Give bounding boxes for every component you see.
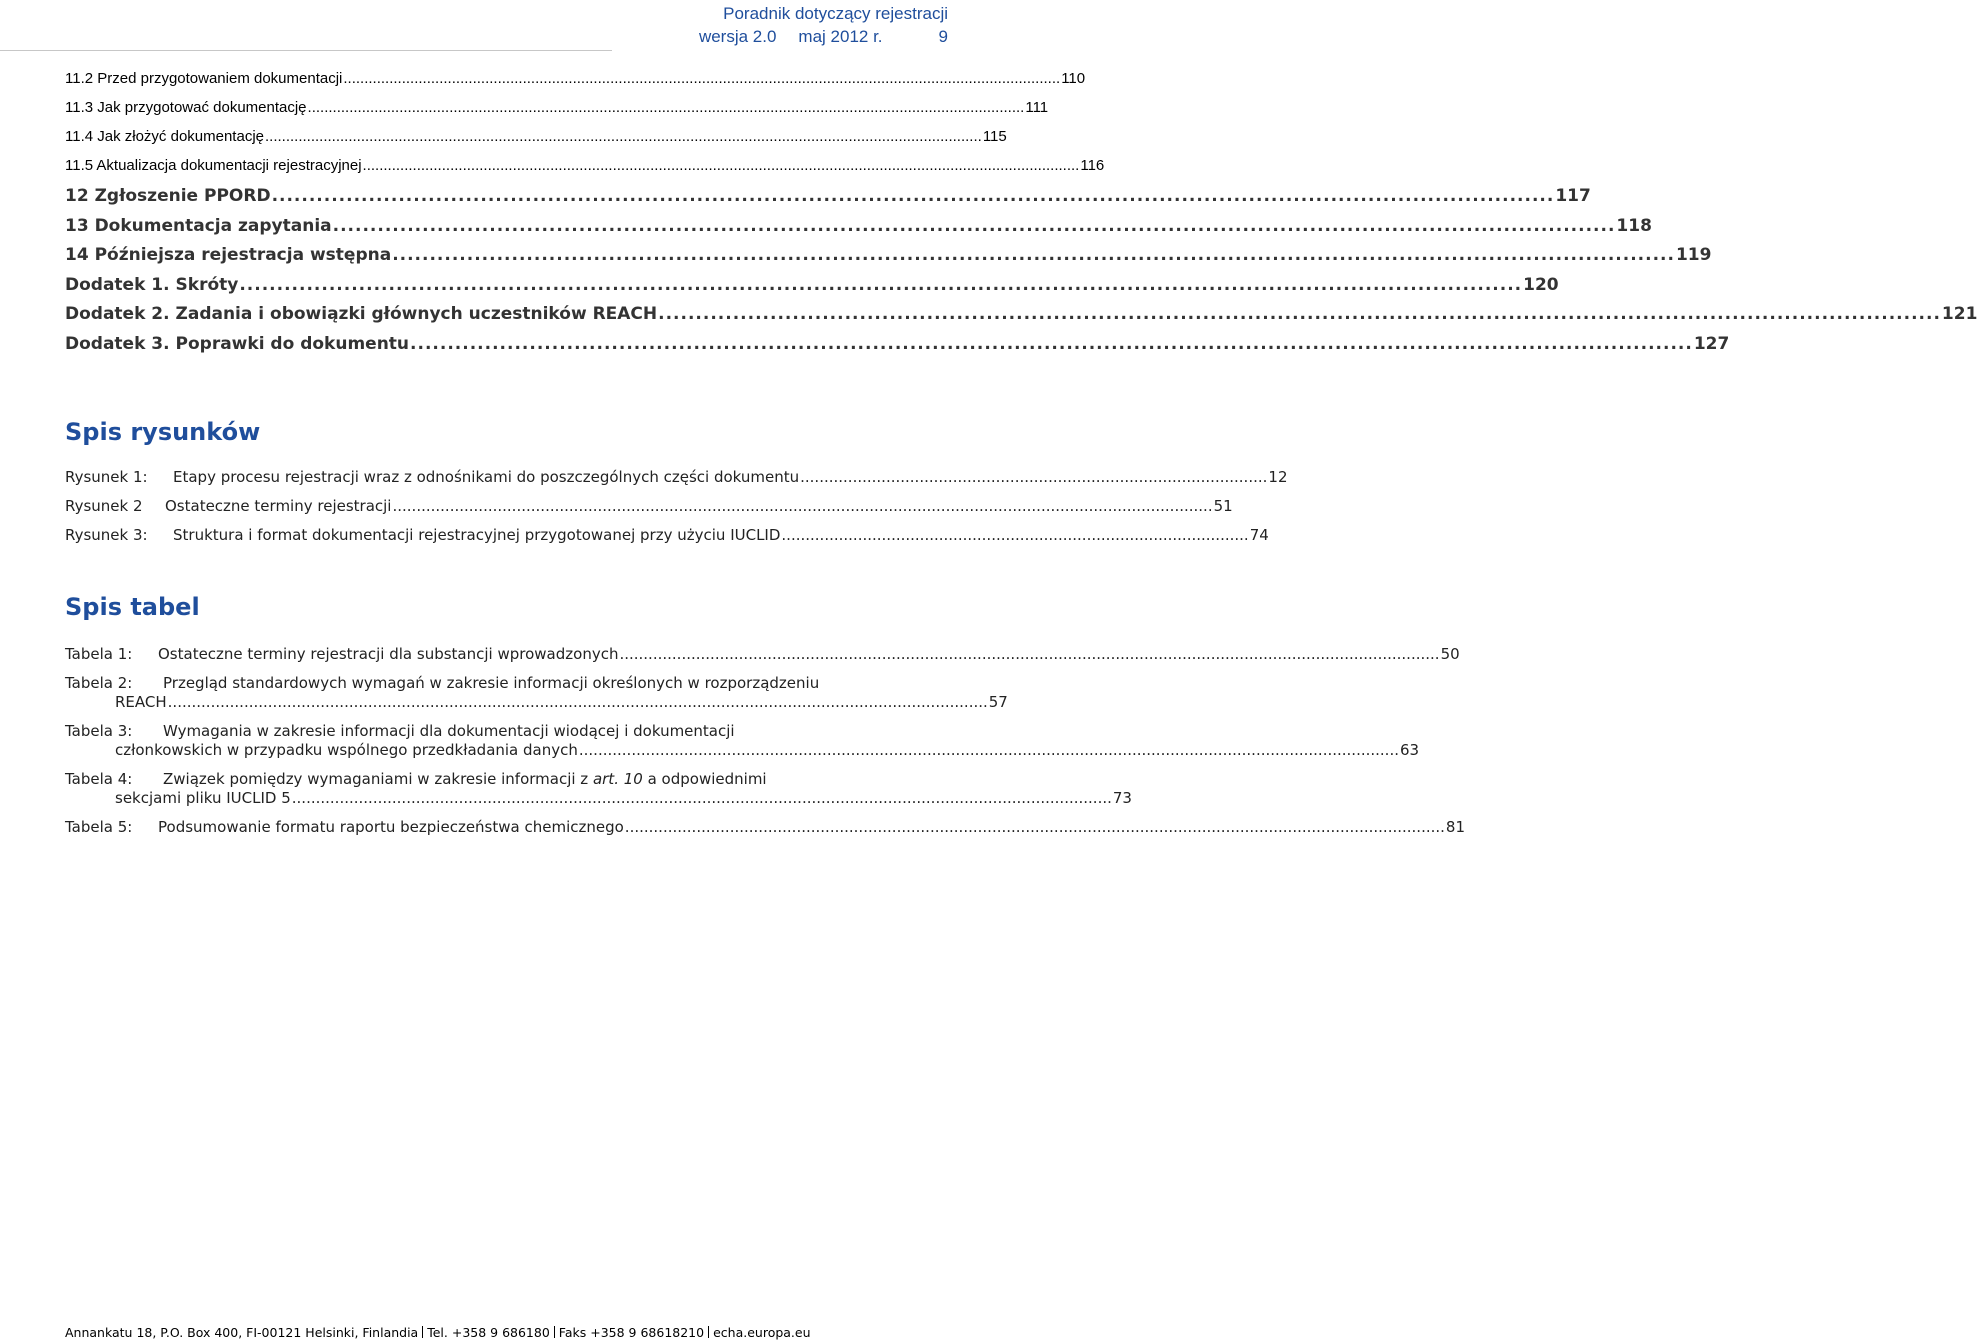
tables-list: [65, 645, 1465, 837]
toc-entry[interactable]: 11.5 Aktualizacja dokumentacji rejestracyjnej ............................................................................................................................................................................ 116: [65, 157, 1105, 174]
toc-entry[interactable]: 13 Dokumentacja zapytania ............................................................................................................................................................................ 118: [65, 215, 1652, 236]
document-version: wersja 2.0: [698, 27, 777, 46]
page-footer: [65, 1325, 811, 1340]
document-date: maj 2012 r.: [798, 27, 883, 46]
footer-separator: [422, 1326, 423, 1338]
table-entry[interactable]: Tabela 3: Wymagania w zakresie informacji dla dokumentacji wiodącej i dokumentacji członkowskich w przypadku wspólnego przedkładania danych ............................................................................................................................................................................ 63: [65, 722, 1420, 759]
toc-entry[interactable]: 11.4 Jak złożyć dokumentację ............................................................................................................................................................................ 115: [65, 128, 1007, 145]
toc-entry[interactable]: Dodatek 2. Zadania i obowiązki głównych uczestników REACH ............................................................................................................................................................................ 121: [65, 304, 1977, 324]
toc-entry[interactable]: Dodatek 1. Skróty ............................................................................................................................................................................ 120: [65, 274, 1559, 295]
table-of-contents: [65, 70, 1977, 363]
figures-list: [65, 468, 1288, 545]
footer-separator: [708, 1326, 709, 1338]
figures-heading: Spis rysunków: [65, 418, 261, 446]
page-number: 9: [938, 27, 948, 46]
toc-entry[interactable]: 14 Późniejsza rejestracja wstępna ............................................................................................................................................................................ 119: [65, 245, 1712, 265]
page-header: [699, 2, 948, 48]
footer-address: Annankatu 18, P.O. Box 400, FI-00121 Helsinki, Finlandia: [65, 1325, 419, 1340]
table-entry[interactable]: Tabela 5: Podsumowanie formatu raportu bezpieczeństwa chemicznego ............................................................................................................................................................................ 81: [65, 818, 1465, 836]
toc-entry[interactable]: 12 Zgłoszenie PPORD ............................................................................................................................................................................ 117: [65, 186, 1591, 206]
toc-entry[interactable]: 11.2 Przed przygotowaniem dokumentacji ............................................................................................................................................................................ 110: [65, 70, 1086, 87]
header-rule: [0, 50, 612, 51]
footer-website[interactable]: echa.europa.eu: [713, 1325, 811, 1340]
table-entry[interactable]: Tabela 1: Ostateczne terminy rejestracji dla substancji wprowadzonych ............................................................................................................................................................................ 50: [65, 645, 1460, 663]
footer-separator: [554, 1326, 555, 1338]
document-title: Poradnik dotyczący rejestracji: [723, 4, 948, 23]
table-entry[interactable]: Tabela 2: Przegląd standardowych wymagań w zakresie informacji określonych w rozporządzeniu REACH ............................................................................................................................................................................ 57: [65, 674, 1008, 711]
toc-entry[interactable]: Dodatek 3. Poprawki do dokumentu ............................................................................................................................................................................ 127: [65, 333, 1730, 354]
table-entry[interactable]: Tabela 4: Związek pomiędzy wymaganiami w zakresie informacji z art. 10 a odpowiednimi sekcjami pliku IUCLID 5 ............................................................................................................................................................................ 73: [65, 770, 1132, 807]
footer-fax: Faks +358 9 68618210: [558, 1325, 705, 1340]
figure-entry[interactable]: Rysunek 2 Ostateczne terminy rejestracji ............................................................................................................................................................................ 51: [65, 497, 1233, 515]
figure-entry[interactable]: Rysunek 1: Etapy procesu rejestracji wraz z odnośnikami do poszczególnych części dokumentu .................................................................................................. 12: [65, 468, 1288, 486]
toc-entry[interactable]: 11.3 Jak przygotować dokumentację ............................................................................................................................................................................ 111: [65, 99, 1049, 116]
footer-phone: Tel. +358 9 686180: [427, 1325, 550, 1340]
figure-entry[interactable]: Rysunek 3: Struktura i format dokumentacji rejestracyjnej przygotowanej przy użyciu IUCLID .................................................................................................. 74: [65, 526, 1269, 544]
tables-heading: Spis tabel: [65, 593, 200, 621]
